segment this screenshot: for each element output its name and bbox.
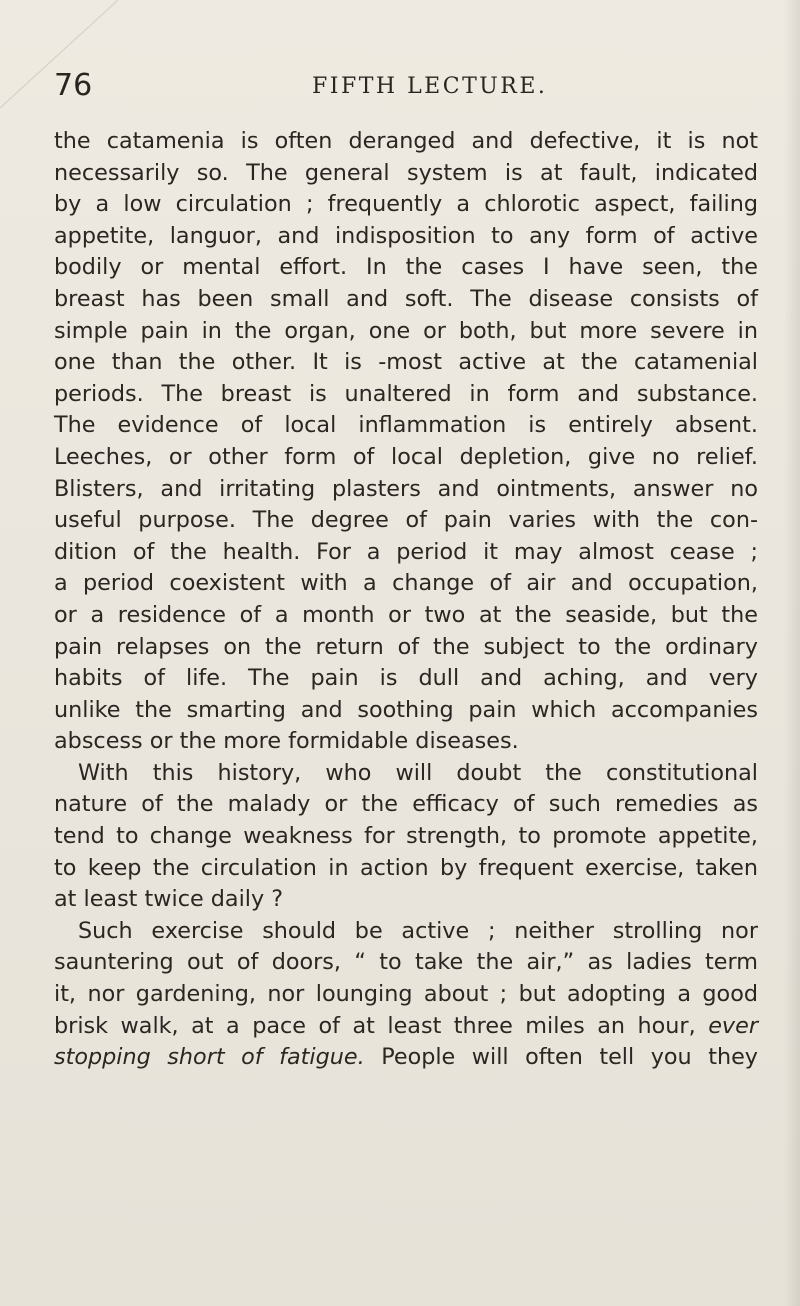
text-fragment: People will often tell you they xyxy=(381,1044,758,1071)
text-line: abscess or the more formidable diseases. xyxy=(54,728,519,755)
body-text xyxy=(54,126,758,1074)
page-header xyxy=(54,68,754,108)
text-line: by a low circulation ; frequently a chlorotic aspect, failing xyxy=(54,191,758,218)
text-line: dition of the health. For a period it may almost cease ; xyxy=(54,538,758,565)
text-line: unlike the smarting and soothing pain which accompanies xyxy=(54,696,758,723)
text-line: a period coexistent with a change of air and occupation, xyxy=(54,570,758,597)
page-edge-shadow xyxy=(784,0,800,1306)
text-line xyxy=(54,1042,758,1074)
text-fragment: brisk walk, at a pace of at least three miles an hour, xyxy=(54,1012,696,1039)
text-line: pain relapses on the return of the subject to the ordinary xyxy=(54,633,758,660)
page-number: 76 xyxy=(54,68,93,103)
text-line: useful purpose. The degree of pain varies with the con- xyxy=(54,507,758,534)
text-line: tend to change weakness for strength, to promote appetite, xyxy=(54,823,758,850)
italic-word: ever xyxy=(708,1012,758,1039)
text-line: periods. The breast is unaltered in form and substance. xyxy=(54,380,758,407)
text-line: bodily or mental effort. In the cases I have seen, the xyxy=(54,254,758,281)
text-line: simple pain in the organ, one or both, but more severe in xyxy=(54,317,758,344)
text-line: at least twice daily ? xyxy=(54,886,284,913)
text-line: it, nor gardening, nor lounging about ; but adopting a good xyxy=(54,981,758,1008)
running-head: FIFTH LECTURE. xyxy=(312,74,548,99)
italic-phrase: stopping short of fatigue. xyxy=(54,1044,365,1071)
paragraph-start-line: With this history, who will doubt the constitutional xyxy=(78,759,758,786)
text-line: Leeches, or other form of local depletion, give no relief. xyxy=(54,443,758,470)
text-line: the catamenia is often deranged and defective, it is not xyxy=(54,128,758,154)
text-line xyxy=(54,1011,758,1043)
text-line: nature of the malady or the efficacy of such remedies as xyxy=(54,791,758,818)
text-line: one than the other. It is -most active at the catamenial xyxy=(54,349,758,376)
text-line: breast has been small and soft. The disease consists of xyxy=(54,285,758,312)
text-line: to keep the circulation in action by frequent exercise, taken xyxy=(54,854,758,881)
text-line: sauntering out of doors, “ to take the air,” as ladies term xyxy=(54,949,758,976)
text-line: necessarily so. The general system is at fault, indicated xyxy=(54,159,758,186)
text-line: habits of life. The pain is dull and aching, and very xyxy=(54,665,758,692)
text-line: or a residence of a month or two at the seaside, but the xyxy=(54,601,758,628)
text-line: appetite, languor, and indisposition to any form of active xyxy=(54,222,758,249)
text-line: Blisters, and irritating plasters and ointments, answer no xyxy=(54,475,758,502)
text-line: The evidence of local inflammation is entirely absent. xyxy=(54,412,758,439)
paragraph-start-line: Such exercise should be active ; neither strolling nor xyxy=(78,917,758,944)
